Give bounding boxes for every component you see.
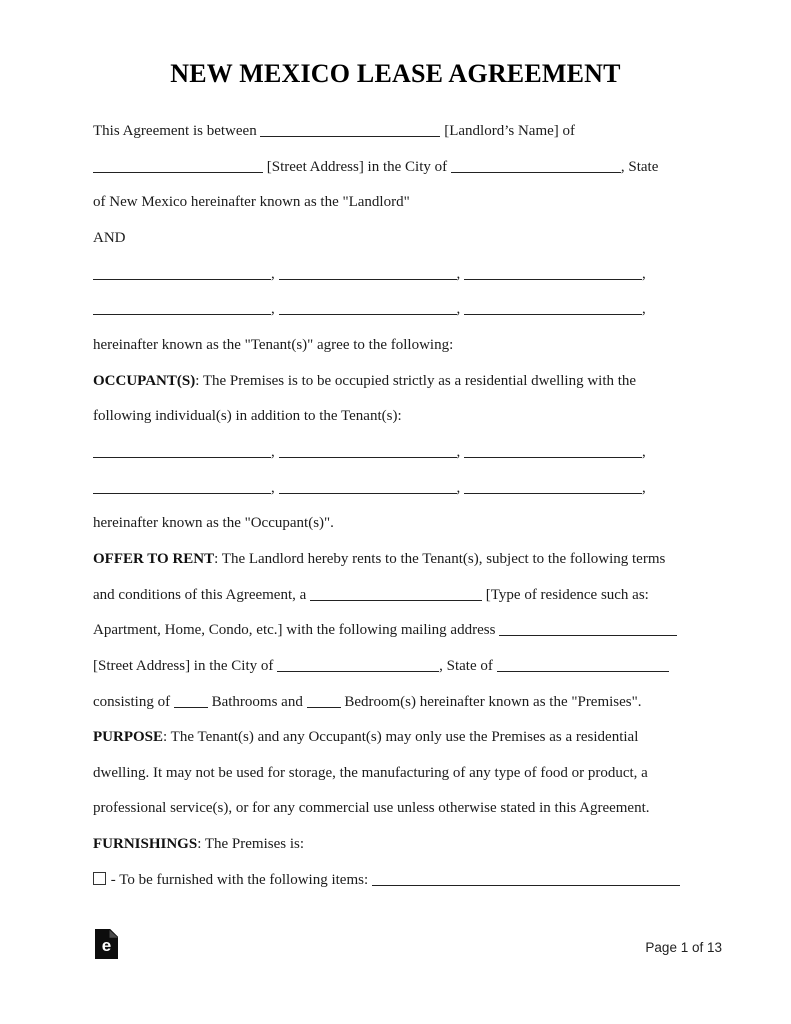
text-segment: , — [642, 443, 646, 460]
text-segment: , — [456, 301, 464, 318]
fill-in-blank[interactable] — [497, 669, 669, 672]
tenant-names-row-2 — [93, 292, 699, 328]
fill-in-blank[interactable] — [464, 277, 642, 280]
text-segment: Bathrooms and — [207, 693, 307, 710]
text-segment: and conditions of this Agreement, a — [93, 586, 311, 603]
text-segment: , — [456, 443, 464, 460]
fill-in-blank[interactable] — [260, 134, 440, 137]
text-segment: : The Landlord hereby rents to the Tenant(s), subject to the following terms — [214, 550, 666, 567]
fill-in-blank[interactable] — [93, 491, 271, 494]
text-segment: , — [271, 301, 279, 318]
occupant-names-row-2 — [93, 471, 699, 507]
text-segment: , State — [620, 158, 659, 175]
furnished-option-line — [93, 863, 699, 899]
section-heading: OFFER TO RENT — [93, 550, 215, 567]
fill-in-blank[interactable] — [174, 705, 208, 708]
fill-in-blank[interactable] — [464, 455, 642, 458]
offer-to-rent-line-3 — [93, 613, 699, 649]
text-segment: following individual(s) in addition to the Tenant(s): — [93, 408, 402, 425]
text-segment: , — [271, 443, 279, 460]
fill-in-blank[interactable] — [464, 312, 642, 315]
page-number-indicator: Page 1 of 13 — [645, 940, 722, 955]
tenant-names-row-1 — [93, 257, 699, 293]
fill-in-blank[interactable] — [279, 277, 457, 280]
text-segment: This Agreement is between — [93, 123, 261, 139]
eforms-logo-letter: e — [101, 936, 112, 955]
text-segment: , — [271, 265, 279, 282]
occupant-names-row-1 — [93, 435, 699, 471]
purpose-line-2 — [93, 756, 699, 792]
furnishings-heading-line — [93, 827, 699, 863]
text-segment: [Street Address] in the City of — [93, 657, 278, 674]
offer-to-rent-line-4 — [93, 649, 699, 685]
text-segment: dwelling. It may not be used for storage, the manufacturing of any type of food or product, a — [93, 764, 648, 781]
purpose-line-1 — [93, 720, 699, 756]
text-segment: AND — [93, 229, 126, 246]
fill-in-blank[interactable] — [93, 170, 263, 173]
text-segment: consisting of — [93, 693, 174, 710]
tenant-clause-line — [93, 328, 699, 364]
furnished-checkbox[interactable] — [93, 872, 106, 885]
text-segment: - To be furnished with the following items: — [107, 871, 372, 888]
fill-in-blank[interactable] — [93, 312, 271, 315]
text-segment: : The Premises is to be occupied strictly as a residential dwelling with the — [195, 372, 637, 389]
text-segment: , — [642, 479, 646, 496]
offer-to-rent-line-1 — [93, 542, 699, 578]
fill-in-blank[interactable] — [279, 455, 457, 458]
fill-in-blank[interactable] — [93, 277, 271, 280]
document-lines — [93, 114, 699, 898]
text-segment: , — [456, 479, 464, 496]
fill-in-blank[interactable] — [451, 170, 621, 173]
text-segment: [Type of residence such as: — [482, 586, 649, 603]
offer-to-rent-line-5 — [93, 685, 699, 721]
fill-in-blank[interactable] — [372, 883, 680, 886]
text-segment: , State of — [439, 657, 497, 674]
offer-to-rent-line-2 — [93, 578, 699, 614]
landlord-name-line — [93, 114, 699, 150]
fill-in-blank[interactable] — [93, 455, 271, 458]
page-title: NEW MEXICO LEASE AGREEMENT — [170, 59, 621, 88]
occupants-heading-line — [93, 364, 699, 400]
section-heading: FURNISHINGS — [93, 836, 198, 853]
fill-in-blank[interactable] — [464, 491, 642, 494]
text-segment: , — [456, 265, 464, 282]
occupant-clause-line — [93, 506, 699, 542]
fill-in-blank[interactable] — [499, 633, 677, 636]
text-segment: , — [271, 479, 279, 496]
text-segment: : The Tenant(s) and any Occupant(s) may only use the Premises as a residential — [163, 729, 639, 746]
fill-in-blank[interactable] — [307, 705, 341, 708]
fill-in-blank[interactable] — [310, 598, 482, 601]
text-segment: [Landlord’s Name] of — [440, 123, 576, 139]
fill-in-blank[interactable] — [279, 491, 457, 494]
fill-in-blank[interactable] — [277, 669, 439, 672]
text-segment: : The Premises is: — [197, 836, 304, 853]
section-heading: OCCUPANT(S) — [93, 372, 196, 389]
fill-in-blank[interactable] — [279, 312, 457, 315]
purpose-line-3 — [93, 791, 699, 827]
and-separator-line — [93, 221, 699, 257]
occupants-continuation-line — [93, 399, 699, 435]
text-segment: , — [642, 265, 646, 282]
text-segment: Bedroom(s) hereinafter known as the "Premises". — [340, 693, 642, 710]
text-segment: hereinafter known as the "Occupant(s)". — [93, 515, 334, 532]
section-heading: PURPOSE — [93, 729, 164, 746]
text-segment: Apartment, Home, Condo, etc.] with the following mailing address — [93, 622, 500, 639]
text-segment: of New Mexico hereinafter known as the "Landlord" — [93, 194, 410, 211]
text-segment: , — [642, 301, 646, 318]
text-segment: [Street Address] in the City of — [263, 158, 451, 175]
text-segment: professional service(s), or for any commercial use unless otherwise stated in this Agreement. — [93, 800, 650, 817]
text-segment: hereinafter known as the "Tenant(s)" agree to the following: — [93, 336, 454, 353]
eforms-logo — [95, 929, 118, 959]
landlord-address-line — [93, 150, 699, 186]
landlord-state-line — [93, 185, 699, 221]
